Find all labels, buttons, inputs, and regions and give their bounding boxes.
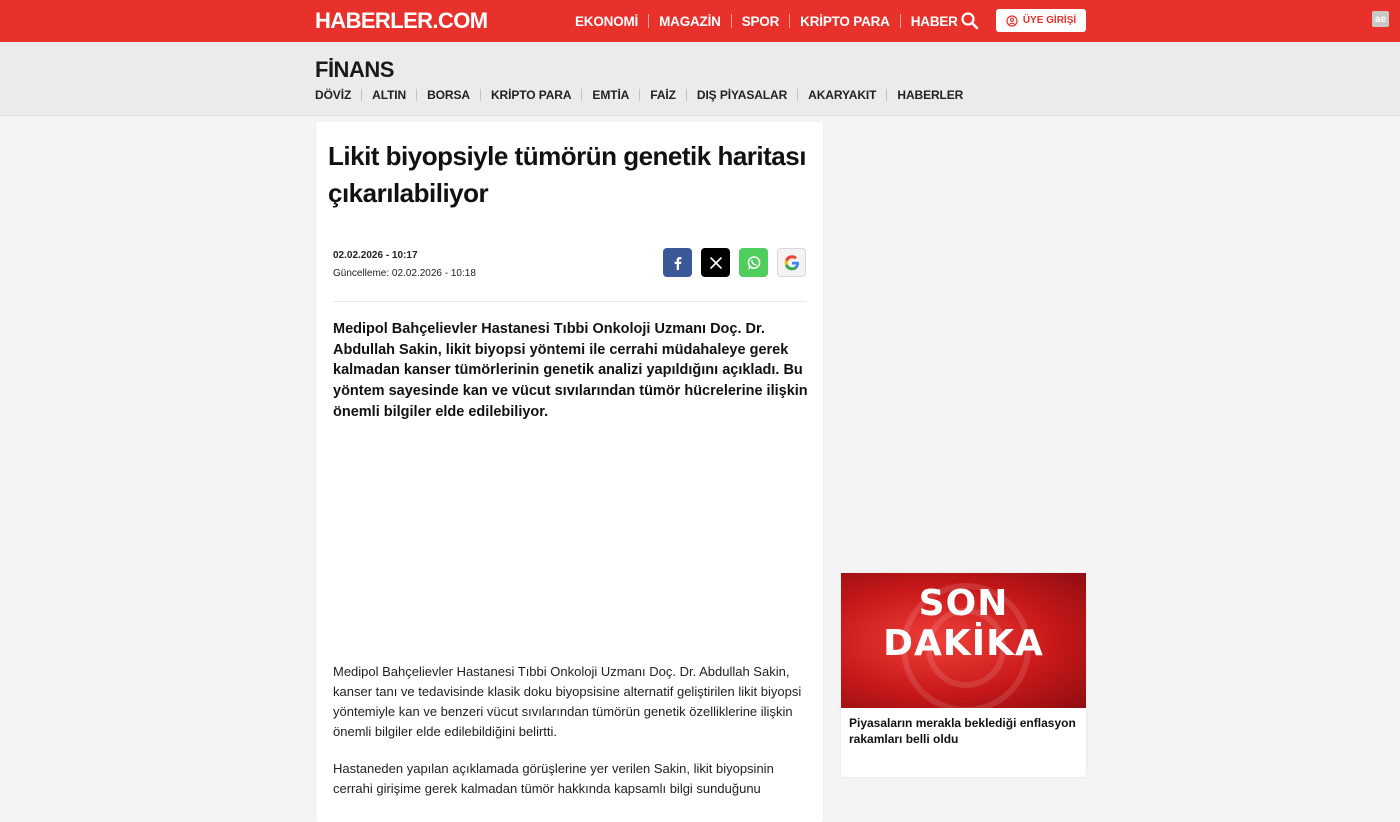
article-paragraph: Medipol Bahçelievler Hastanesi Tıbbi Onkoloji Uzmanı Doç. Dr. Abdullah Sakin, kanser tanı ve tedavisinde klasik doku biyopsisine alternatif geliştirilen likit biyopsi yöntemiyle kan ve benzeri vücut sıvılarından tümörün genetik özelliklerine ilişkin önemli bilgiler elde edilebildiğini belirtti.: [333, 664, 802, 739]
breaking-news-line-2: DAKİKA: [883, 623, 1044, 664]
subnav-divider: [480, 89, 481, 101]
meta-divider: [333, 301, 806, 302]
subnav-item-haberler[interactable]: HABERLER: [897, 88, 964, 102]
nav-item-kripto-para[interactable]: KRİPTO PARA: [800, 13, 890, 29]
breaking-news-card[interactable]: [841, 573, 1086, 777]
nav-divider: [789, 14, 790, 28]
share-whatsapp-button[interactable]: [739, 248, 768, 277]
extension-icon[interactable]: ae: [1372, 11, 1389, 27]
subnav-divider: [639, 89, 640, 101]
share-google-button[interactable]: [777, 248, 806, 277]
publish-date: 02.02.2026 - 10:17: [333, 250, 418, 261]
nav-divider: [731, 14, 732, 28]
whatsapp-icon: [746, 255, 762, 271]
share-x-button[interactable]: [701, 248, 730, 277]
subnav-item-borsa[interactable]: BORSA: [427, 88, 470, 102]
update-date: Güncelleme: 02.02.2026 - 10:18: [333, 268, 476, 279]
article-lead: Medipol Bahçelievler Hastanesi Tıbbi Onkoloji Uzmanı Doç. Dr. Abdullah Sakin, likit biyopsi yöntemi ile cerrahi müdahaleye gerek kalmadan kanser tümörlerinin genetik analizi yapıldığını açıkladı. Bu yöntem sayesinde kan ve vücut sıvılarından tümör hücrelerine ilişkin önemli bilgiler elde edilebiliyor.: [333, 321, 808, 420]
subnav-divider: [361, 89, 362, 101]
login-button[interactable]: [996, 9, 1086, 32]
site-logo[interactable]: HABERLER.COM: [315, 8, 488, 33]
login-label: ÜYE GİRİŞİ: [1022, 15, 1077, 26]
share-facebook-button[interactable]: [663, 248, 692, 277]
nav-item-haber[interactable]: HABER: [910, 13, 958, 29]
google-icon: [783, 254, 801, 272]
main-nav: [575, 0, 958, 42]
nav-divider: [900, 14, 901, 28]
top-bar: [0, 0, 1400, 42]
search-button[interactable]: [958, 9, 982, 33]
section-header: [0, 42, 1400, 116]
breaking-news-line-1: SON: [918, 583, 1009, 624]
subnav-divider: [797, 89, 798, 101]
subnav-item-akaryakit[interactable]: AKARYAKIT: [808, 88, 877, 102]
article-headline: Likit biyopsiyle tümörün genetik haritası çıkarılabiliyor: [328, 141, 806, 208]
subnav-divider: [416, 89, 417, 101]
subnav-item-doviz[interactable]: DÖVİZ: [315, 88, 352, 102]
article-paragraph: Hastaneden yapılan açıklamada görüşlerine yer verilen Sakin, likit biyopsinin cerrahi girişime gerek kalmadan tümör hakkında kapsamlı bilgi sunduğunu: [333, 761, 774, 796]
nav-item-ekonomi[interactable]: EKONOMİ: [575, 13, 639, 29]
nav-divider: [648, 14, 649, 28]
subnav-item-kripto-para[interactable]: KRİPTO PARA: [490, 88, 572, 102]
section-title[interactable]: FİNANS: [315, 57, 394, 82]
subnav-divider: [686, 89, 687, 101]
subnav-divider: [886, 89, 887, 101]
facebook-icon: [671, 256, 685, 270]
user-circle-icon: [1006, 15, 1018, 27]
section-subnav: [315, 88, 963, 102]
nav-item-magazin[interactable]: MAGAZİN: [659, 13, 721, 29]
subnav-item-faiz[interactable]: FAİZ: [650, 88, 676, 102]
article-card: [316, 122, 823, 822]
subnav-divider: [581, 89, 582, 101]
nav-item-spor[interactable]: SPOR: [741, 13, 780, 29]
subnav-item-altin[interactable]: ALTIN: [372, 88, 407, 102]
breaking-news-image[interactable]: [841, 573, 1086, 708]
breaking-news-caption[interactable]: Piyasaların merakla beklediği enflasyon rakamları belli oldu: [849, 716, 1076, 746]
subnav-item-dis-piyasalar[interactable]: DIŞ PİYASALAR: [696, 88, 788, 102]
x-icon: [709, 256, 723, 270]
subnav-item-emtia[interactable]: EMTİA: [592, 88, 630, 102]
search-icon: [958, 9, 982, 33]
